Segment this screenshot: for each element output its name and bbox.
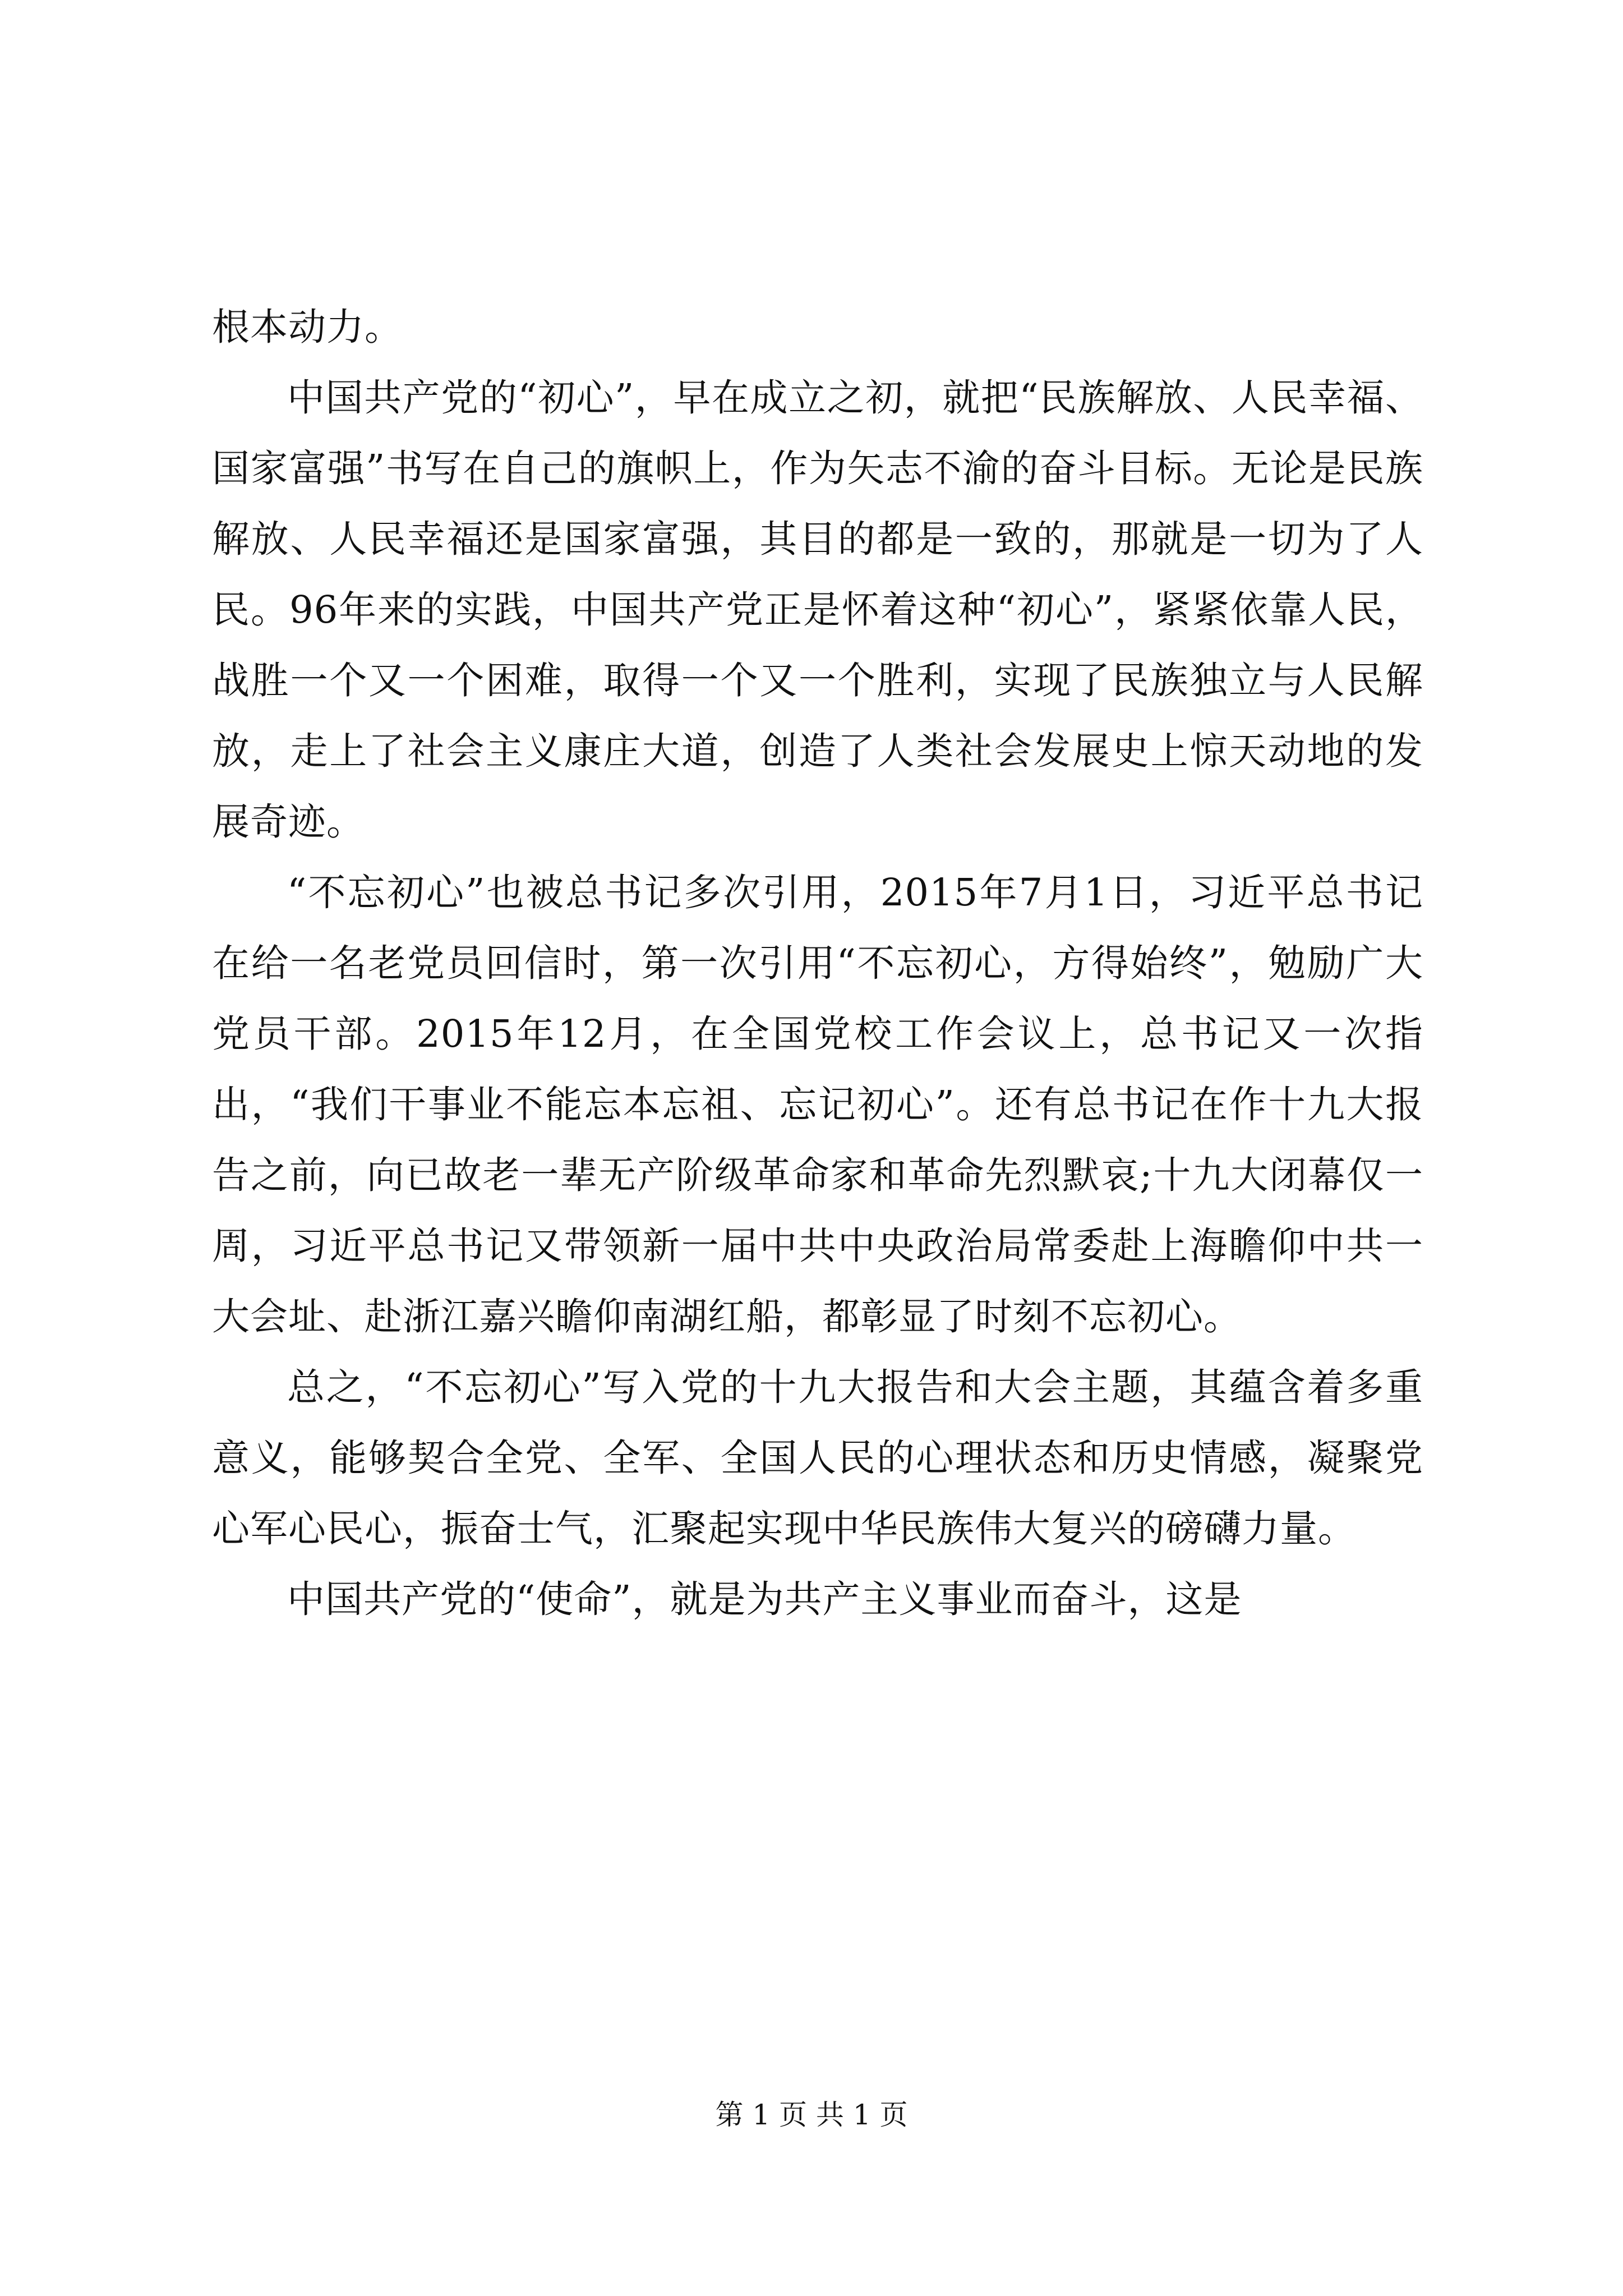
document-body — [212, 292, 1423, 1635]
paragraph-mission: 中国共产党的“使命”，就是为共产主义事业而奋斗，这是 — [287, 1577, 1242, 1621]
paragraph-never-forget: “不忘初心”也被总书记多次引用，2015年7月1日，习近平总书记在给一名老党员回信时，第一次引用“不忘初心，方得始终”，勉励广大党员干部。2015年12月，在全国党校工作会议上，总书记又一次指出，“我们干事业不能忘本忘祖、忘记初心”。还有总书记在作十九大报告之前，向已故老一辈无产阶级革命家和革命先烈默哀;十九大闭幕仅一周，习近平总书记又带领新一届中共中央政治局常委赴上海瞻仰中共一大会址、赴浙江嘉兴瞻仰南湖红船，都彰显了时刻不忘初心。 — [212, 871, 1423, 1338]
page-footer: 第 1 页 共 1 页 — [715, 2099, 908, 2131]
paragraph-summary: 总之，“不忘初心”写入党的十九大报告和大会主题，其蕴含着多重意义，能够契合全党、全军、全国人民的心理状态和历史情感，凝聚党心军心民心，振奋士气，汇聚起实现中华民族伟大复兴的磅礴力量。 — [212, 1365, 1423, 1550]
paragraph-original-aspiration: 中国共产党的“初心”，早在成立之初，就把“民族解放、人民幸福、国家富强”书写在自己的旗帜上，作为矢志不渝的奋斗目标。无论是民族解放、人民幸福还是国家富强，其目的都是一致的，那就是一切为了人民。96年来的实践，中国共产党正是怀着这种“初心”，紧紧依靠人民，战胜一个又一个困难，取得一个又一个胜利，实现了民族独立与人民解放，走上了社会主义康庄大道，创造了人类社会发展史上惊天动地的发展奇迹。 — [212, 376, 1423, 844]
paragraph-continuation: 根本动力。 — [212, 305, 403, 349]
